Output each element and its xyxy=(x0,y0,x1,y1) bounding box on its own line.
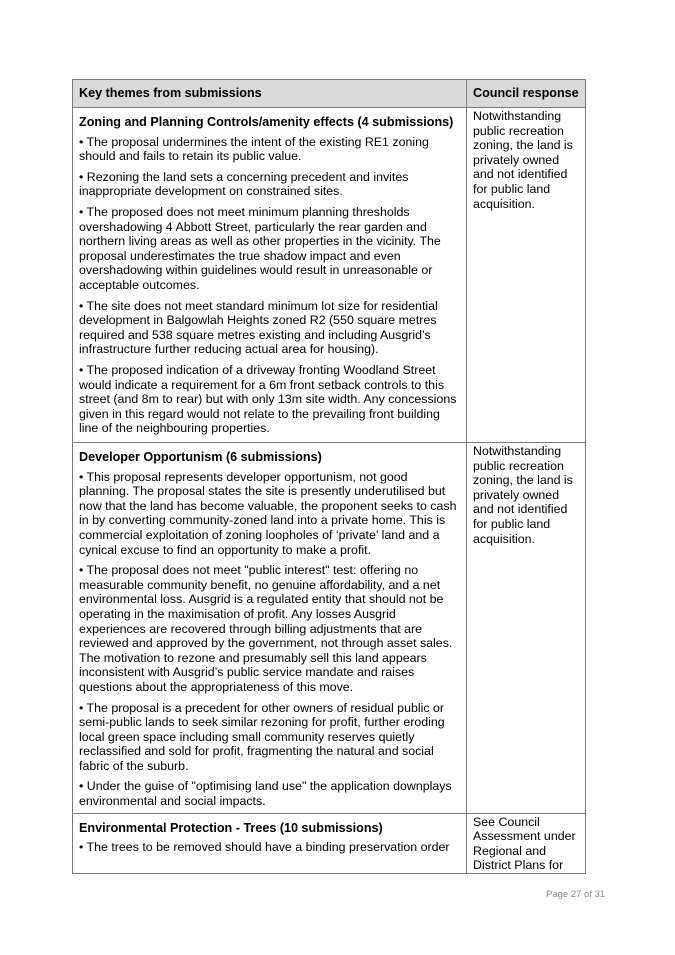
table-row xyxy=(73,443,586,814)
council-response-cell: Notwithstanding public recreation zoning, the land is privately owned and not identified for public land acquisition. xyxy=(467,108,586,443)
table-row xyxy=(73,813,586,873)
theme-bullet: • The proposed does not meet minimum planning thresholds overshadowing 4 Abbott Street, particularly the rear garden and northern living areas as well as other properties in the vicinity. The proposal underestimates the true shadow impact and even overshadowing within guidelines would result in unreasonable or acceptable outcomes. xyxy=(79,204,441,292)
council-response-cell: Notwithstanding public recreation zoning, the land is privately owned and not identified for public land acquisition. xyxy=(467,443,586,814)
page-number: Page 27 of 31 xyxy=(546,889,606,900)
theme-title: Environmental Protection - Trees (10 submissions) xyxy=(79,820,383,835)
header-key-themes: Key themes from submissions xyxy=(73,80,467,108)
theme-bullet: • The proposal undermines the intent of the existing RE1 zoning should and fails to retain its public value. xyxy=(79,134,429,164)
theme-bullet: • The trees to be removed should have a binding preservation order xyxy=(79,840,450,855)
theme-bullet: • The proposal does not meet "public interest" test: offering no measurable community benefit, no genuine affordability, and a net environmental loss. Ausgrid is a regulated entity that should not be operating in the maximisation of profit. Any losses Ausgrid experiences are recovered through billing adjustments that are reviewed and approved by the government, not through asset sales. The motivation to rezone and presumably sell this land appears inconsistent with Ausgrid’s public service mandate and raises questions about the appropriateness of this move. xyxy=(79,563,453,694)
theme-bullet: • The proposal is a precedent for other owners of residual public or semi-public lands to seek similar rezoning for profit, further eroding local green space including small community reserves quietly reclassified and sold for profit, fragmenting the natural and social fabric of the suburb. xyxy=(79,700,445,773)
theme-cell xyxy=(73,813,467,873)
header-council-response: Council response xyxy=(467,80,586,108)
theme-bullet: • The site does not meet standard minimum lot size for residential development in Balgowlah Heights zoned R2 (550 square metres required and 538 square metres existing and including Ausgrid’s infrastructure further reducing actual area for housing). xyxy=(79,298,438,357)
theme-bullet: • Under the guise of "optimising land use" the application downplays environmental and social impacts. xyxy=(79,779,452,809)
theme-title: Developer Opportunism (6 submissions) xyxy=(79,450,322,464)
table-header-row xyxy=(73,80,586,108)
theme-bullet: • This proposal represents developer opportunism, not good planning. The proposal states the site is presently underutilised but now that the land has become valuable, the proponent seeks to cash in by converting community-zoned land into a private home. This is commercial exploitation of zoning loopholes of ‘private’ land and a cynical excuse to find an opportunity to make a profit. xyxy=(79,469,457,557)
theme-bullet: • The proposed indication of a driveway fronting Woodland Street would indicate a requirement for a 6m front setback controls to this street (and 8m to rear) but with only 13m site width. Any concessions given in this regard would not relate to the prevailing front building line of the neighbouring properties. xyxy=(79,362,457,436)
theme-cell xyxy=(73,443,467,814)
theme-cell xyxy=(73,108,467,443)
theme-bullet: • Rezoning the land sets a concerning precedent and invites inappropriate development on constrained sites. xyxy=(79,169,409,199)
submissions-table xyxy=(72,79,586,874)
theme-title: Zoning and Planning Controls/amenity effects (4 submissions) xyxy=(79,115,454,129)
council-response-cell: See Council Assessment under Regional and District Plans for xyxy=(467,813,586,873)
table-row xyxy=(73,108,586,443)
